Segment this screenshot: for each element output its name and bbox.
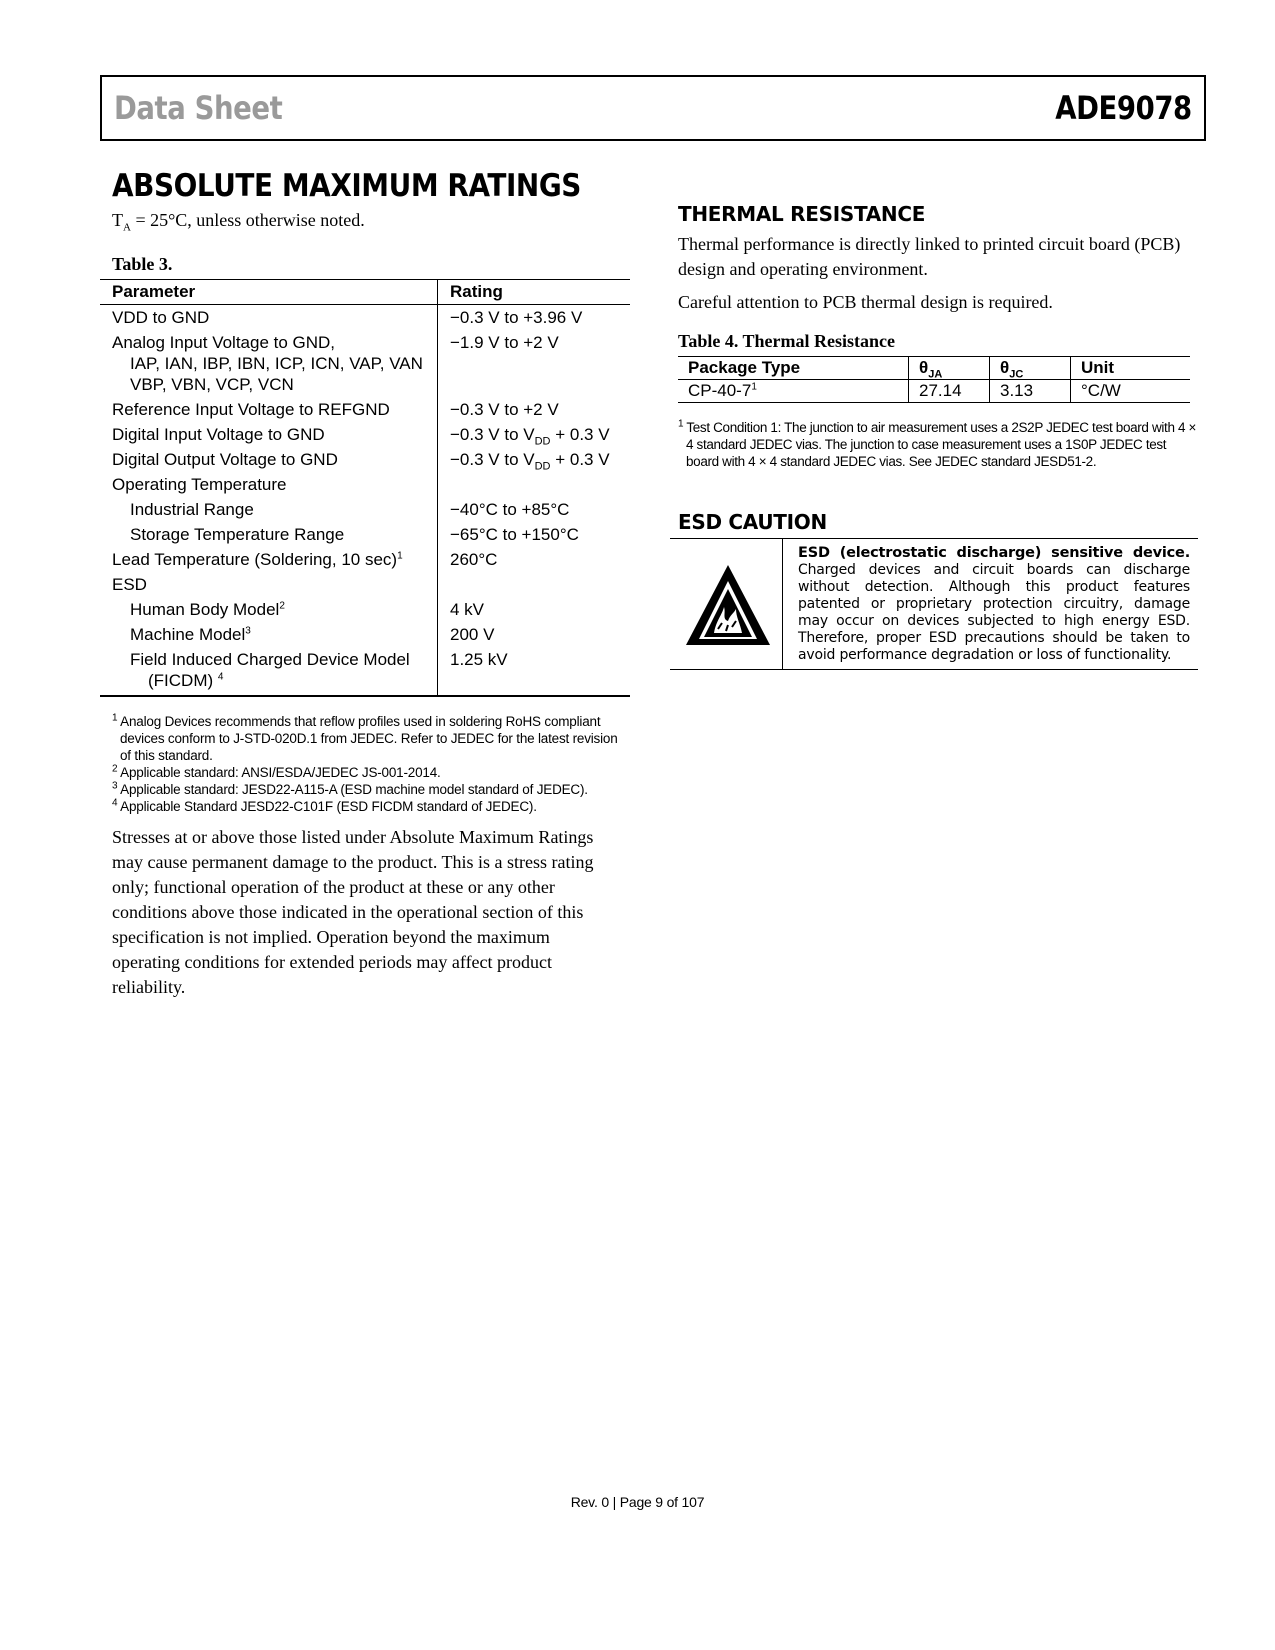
footnote: $^3$ Applicable standard: JESD22-A115-A (ESD machine model standard of JEDEC). (112, 780, 588, 797)
table-row (100, 572, 630, 597)
param-cell: Operating Temperature (112, 474, 287, 494)
rating-cell: −0.3 V to +3.96 V (438, 304, 631, 330)
param-cell: Lead Temperature (Soldering, 10 sec)$^1$ (112, 549, 403, 569)
rating-cell: −0.3 V to $V_{DD} + 0.3$ V (438, 447, 631, 472)
esd-caution-text: ESD (electrostatic discharge) sensitive device. Charged devices and circuit boards can discharge without detection. Although this product features patented or proprietary protection circuitry, damage may occur on devices subjected to high energy ESD. Therefore, proper ESD precautions should be taken to avoid performance degradation or loss of functionality. (798, 545, 1190, 663)
table-row (100, 497, 630, 522)
param-cell: Industrial Range (130, 499, 254, 519)
param-cell: VDD to GND (112, 307, 210, 327)
table-row (100, 397, 630, 422)
table-row (100, 422, 630, 447)
thermal-heading: THERMAL RESISTANCE (678, 202, 926, 226)
thermal-footnote: $^1$ Test Condition 1: The junction to air measurement uses a 2S2P JEDEC test board with 4 × 4 standard JEDEC vias. The junction to case measurement uses a 1S0P JEDEC test board with 4 × 4 standard JEDEC vias. See JEDEC standard JESD51-2. (678, 418, 1197, 469)
col-header-unit: Unit (1071, 357, 1191, 380)
table-row (100, 622, 630, 647)
left-column (100, 160, 630, 1000)
rating-cell: 4 kV (438, 597, 631, 622)
col-header-package: Package Type (678, 357, 909, 380)
table-row (100, 447, 630, 472)
param-cell: Digital Input Voltage to GND (112, 424, 325, 444)
param-cell: Field Induced Charged Device Model (FICDM) $^4$ (100, 647, 438, 696)
esd-icon-cell (670, 539, 783, 669)
col-header-rating: Rating (438, 279, 631, 304)
esd-heading: ESD CAUTION (678, 510, 827, 534)
thermal-paragraph-1: Thermal performance is directly linked to printed circuit board (PCB) design and operating environment. (678, 234, 1181, 279)
stress-paragraph: Stresses at or above those listed under Absolute Maximum Ratings may cause permanent damage to the product. This is a stress rating only; functional operation of the product at these or any other conditions above those indicated in the operational section of this specification is not implied. Operation beyond the maximum operating conditions for extended periods may affect product reliability. (112, 826, 594, 997)
amr-footnotes (112, 713, 630, 815)
right-column (678, 160, 1206, 670)
rating-cell: 200 V (438, 622, 631, 647)
header-part-number: ADE9078 (1055, 89, 1192, 127)
table3-caption: Table 3. (112, 253, 173, 274)
rating-cell (438, 472, 631, 497)
table-row (100, 472, 630, 497)
page-footer: Rev. 0 | Page 9 of 107 (570, 1494, 705, 1510)
rating-cell (438, 572, 631, 597)
rating-cell: 1.25 kV (438, 647, 631, 696)
col-header-theta-jc: $\theta_{JC}$ (990, 357, 1071, 380)
param-cell: Storage Temperature Range (130, 524, 345, 544)
table-row (678, 380, 1190, 403)
rating-cell: −1.9 V to +2 V (438, 330, 631, 397)
thermal-table (678, 356, 1190, 403)
table-header-row (100, 279, 630, 304)
table-row (100, 547, 630, 572)
table4-caption: Table 4. Thermal Resistance (678, 331, 896, 351)
rating-cell: −0.3 V to +2 V (438, 397, 631, 422)
unit-cell: °C/W (1071, 380, 1191, 403)
table-row (100, 522, 630, 547)
col-header-theta-ja: $\theta_{JA}$ (909, 357, 990, 380)
ambient-temp-note: $T_A = 25^\circ C$, unless otherwise noted. (112, 210, 365, 234)
param-cell: Machine Model$^3$ (130, 624, 251, 644)
table-row (100, 304, 630, 330)
param-cell: Human Body Model$^2$ (130, 599, 285, 619)
esd-caution-box (670, 538, 1198, 670)
amr-table (100, 279, 630, 697)
footnote: $^2$ Applicable standard: ANSI/ESDA/JEDEC JS-001-2014. (112, 763, 441, 780)
header-doc-type: Data Sheet (114, 89, 283, 127)
param-cell: Digital Output Voltage to GND (112, 449, 338, 469)
footnote: $^1$ Analog Devices recommends that reflow profiles used in soldering RoHS compliant devices conform to J-STD-020D.1 from JEDEC. Refer to JEDEC for the latest revision of this standard. (112, 712, 618, 763)
theta-ja-cell: 27.14 (909, 380, 990, 403)
table-row (100, 330, 630, 397)
esd-warning-icon (684, 563, 772, 647)
param-cell: Reference Input Voltage to REFGND (112, 399, 390, 419)
rating-cell: −0.3 V to $V_{DD} + 0.3$ V (438, 422, 631, 447)
thermal-paragraph-2: Careful attention to PCB thermal design is required. (678, 292, 1053, 312)
theta-jc-cell: 3.13 (990, 380, 1071, 403)
footnote: $^4$ Applicable Standard JESD22-C101F (ESD FICDM standard of JEDEC). (112, 797, 537, 814)
package-cell: $CP-40-7^1$ (678, 380, 909, 403)
table-row (100, 647, 630, 696)
rating-cell: 260°C (438, 547, 631, 572)
table-header-row (678, 357, 1190, 380)
amr-heading: ABSOLUTE MAXIMUM RATINGS (112, 168, 581, 204)
rating-cell: −40°C to +85°C (438, 497, 631, 522)
rating-cell: −65°C to +150°C (438, 522, 631, 547)
col-header-parameter: Parameter (100, 279, 438, 304)
page-header (100, 75, 1206, 141)
param-cell: ESD (112, 574, 147, 594)
table-row (100, 597, 630, 622)
param-cell: Analog Input Voltage to GND, IAP, IAN, IBP, IBN, ICP, ICN, VAP, VAN VBP, VBN, VCP, VCN (112, 332, 423, 394)
